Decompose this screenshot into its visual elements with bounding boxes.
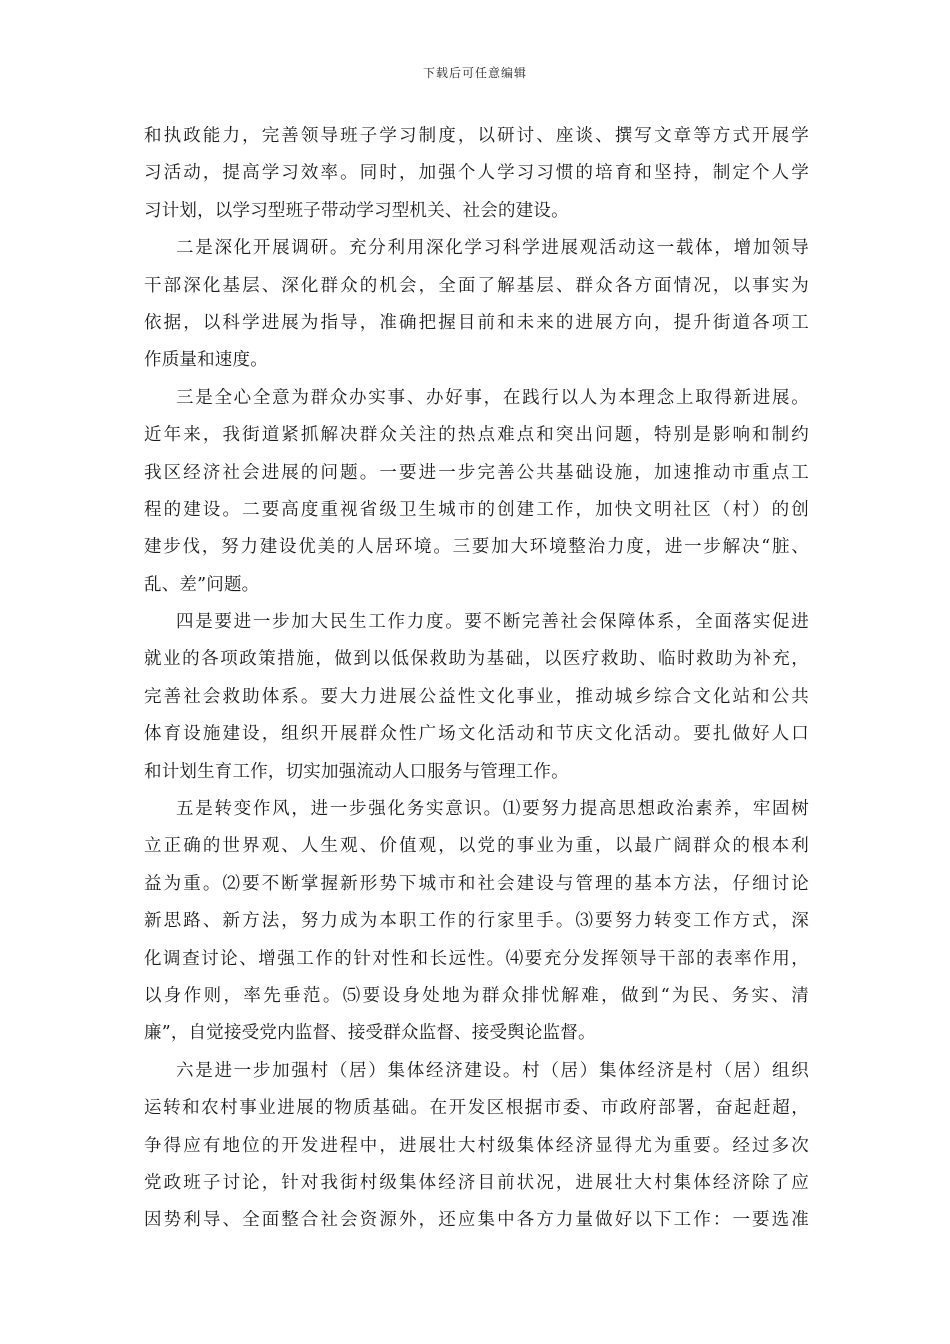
text-line: 习计划，以学习型班子带动学习型机关、社会的建设。	[144, 200, 569, 221]
text-line: 近年来，我街道紧抓解决群众关注的热点难点和突出问题，特别是影响和制约	[144, 425, 809, 446]
text-line: 新思路、新方法，努力成为本职工作的行家里手。⑶要努力转变工作方式，深	[144, 911, 809, 932]
text-line: 乱、差”问题。	[144, 574, 260, 595]
text-line: 五是转变作风，进一步强化务实意识。⑴要努力提高思想政治素养，牢固树	[176, 799, 809, 820]
text-line: 立正确的世界观、人生观、价值观，以党的事业为重，以最广阔群众的根本利	[144, 836, 809, 857]
text-line: 二是深化开展调研。充分利用深化学习科学进展观活动这一载体，增加领导	[176, 238, 809, 259]
text-line: 建步伐，努力建设优美的人居环境。三要加大环境整治力度，进一步解决“脏、	[144, 537, 809, 558]
text-line: 和计划生育工作，切实加强流动人口服务与管理工作。	[144, 761, 569, 782]
text-line: 因势利导、全面整合社会资源外，还应集中各方力量做好以下工作：一要选准	[144, 1210, 809, 1231]
text-line: 益为重。⑵要不断掌握新形势下城市和社会建设与管理的基本方法，仔细讨论	[144, 873, 809, 894]
text-line: 廉”，自觉接受党内监督、接受群众监督、接受舆论监督。	[144, 1023, 596, 1044]
paragraph	[144, 1053, 809, 1240]
text-line: 体育设施建设，组织开展群众性广场文化活动和节庆文化活动。要扎做好人口	[144, 724, 809, 745]
text-line: 干部深化基层、深化群众的机会，全面了解基层、群众各方面情况，以事实为	[144, 275, 809, 296]
text-line: 我区经济社会进展的问题。一要进一步完善公共基础设施，加速推动市重点工	[144, 462, 809, 483]
text-line: 四是要进一步加大民生工作力度。要不断完善社会保障体系，全面落实促进	[176, 612, 809, 633]
paragraph	[144, 118, 809, 230]
paragraph	[144, 791, 809, 1053]
paragraph	[144, 230, 809, 380]
text-line: 作质量和速度。	[144, 350, 268, 371]
document-body	[144, 118, 809, 1240]
page-header: 下载后可任意编辑	[422, 66, 527, 80]
paragraph	[144, 380, 809, 604]
text-line: 化调查讨论、增强工作的针对性和长远性。⑷要充分发挥领导干部的表率作用，	[144, 948, 809, 969]
text-line: 以身作则，率先垂范。⑸要设身处地为群众排忧解难，做到“为民、务实、清	[144, 985, 809, 1006]
text-line: 完善社会救助体系。要大力进展公益性文化事业，推动城乡综合文化站和公共	[144, 686, 809, 707]
text-line: 党政班子讨论，针对我街村级集体经济目前状况，进展壮大村集体经济除了应	[144, 1172, 809, 1193]
text-line: 和执政能力，完善领导班子学习制度，以研讨、座谈、撰写文章等方式开展学	[144, 126, 809, 146]
paragraph	[144, 604, 809, 791]
text-line: 运转和农村事业进展的物质基础。在开发区根据市委、市政府部署，奋起赶超，	[144, 1098, 809, 1119]
text-line: 三是全心全意为群众办实事、办好事，在践行以人为本理念上取得新进展。	[176, 387, 809, 408]
text-line: 程的建设。二要高度重视省级卫生城市的创建工作，加快文明社区（村）的创	[144, 499, 809, 520]
text-line: 六是进一步加强村（居）集体经济建设。村（居）集体经济是村（居）组织	[176, 1060, 809, 1081]
text-line: 争得应有地位的开发进程中，进展壮大村级集体经济显得尤为重要。经过多次	[144, 1135, 809, 1156]
text-line: 习活动，提高学习效率。同时，加强个人学习习惯的培育和坚持，制定个人学	[144, 163, 809, 184]
text-line: 就业的各项政策措施，做到以低保救助为基础，以医疗救助、临时救助为补充，	[144, 649, 809, 670]
text-line: 依据，以科学进展为指导，准确把握目前和未来的进展方向，提升街道各项工	[144, 312, 809, 333]
